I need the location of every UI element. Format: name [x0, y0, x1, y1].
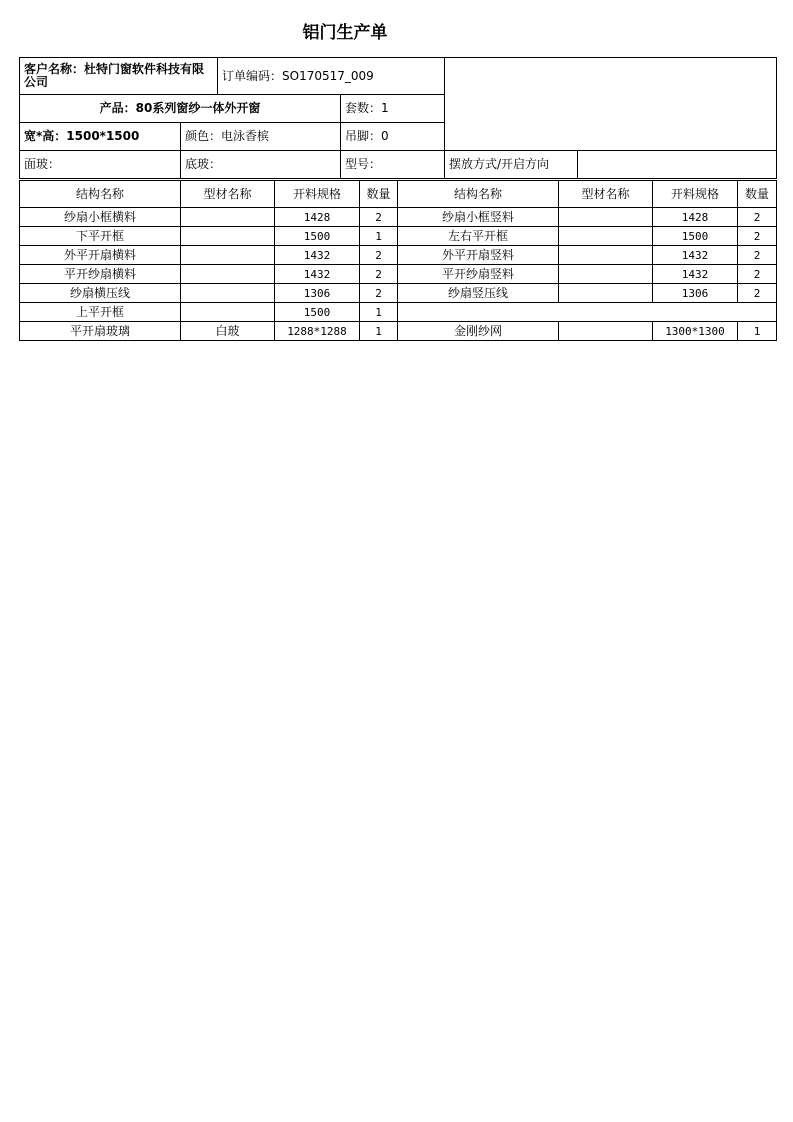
table-cell: 1500 [653, 227, 738, 246]
table-cell: 1300*1300 [653, 322, 738, 341]
table-cell: 1432 [653, 265, 738, 284]
column-header: 开料规格 [275, 181, 360, 208]
table-cell: 1 [360, 227, 398, 246]
column-header: 数量 [738, 181, 777, 208]
table-cell: 2 [360, 208, 398, 227]
table-cell: 1500 [275, 303, 360, 322]
column-header: 型材名称 [181, 181, 275, 208]
column-header: 开料规格 [653, 181, 738, 208]
table-row [20, 227, 777, 246]
column-header: 型材名称 [559, 181, 653, 208]
set-count: 套数：1 [341, 95, 445, 123]
table-cell [559, 322, 653, 341]
column-header: 结构名称 [398, 181, 559, 208]
table-cell: 1 [360, 303, 398, 322]
table-cell: 2 [360, 246, 398, 265]
table-cell: 外平开扇横料 [20, 246, 181, 265]
table-cell [559, 227, 653, 246]
table-cell: 2 [360, 284, 398, 303]
header-blank-area [445, 58, 777, 151]
order-header-table [19, 57, 777, 179]
table-cell: 1432 [275, 246, 360, 265]
model-value: 型号： [341, 151, 445, 179]
table-cell [181, 227, 275, 246]
table-cell: 1428 [653, 208, 738, 227]
table-cell [181, 208, 275, 227]
color-value: 颜色：电泳香槟 [181, 123, 341, 151]
table-cell: 1306 [653, 284, 738, 303]
table-cell: 外平开扇竖料 [398, 246, 559, 265]
window-size: 宽*高：1500*1500 [20, 123, 181, 151]
customer-name: 客户名称：杜特门窗软件科技有限公司 [20, 58, 218, 95]
table-row [20, 303, 777, 322]
table-cell: 1432 [275, 265, 360, 284]
document-title: 铝门生产单 [302, 23, 388, 43]
table-cell [181, 303, 275, 322]
table-cell: 1 [738, 322, 777, 341]
table-cell: 2 [738, 227, 777, 246]
table-cell: 1288*1288 [275, 322, 360, 341]
base-glass: 底玻： [181, 151, 341, 179]
table-cell: 1500 [275, 227, 360, 246]
table-row [20, 246, 777, 265]
table-cell [559, 208, 653, 227]
table-cell: 2 [360, 265, 398, 284]
table-cell: 1432 [653, 246, 738, 265]
table-cell: 平开纱扇横料 [20, 265, 181, 284]
table-cell: 平开扇玻璃 [20, 322, 181, 341]
column-header: 数量 [360, 181, 398, 208]
table-cell: 左右平开框 [398, 227, 559, 246]
table-row [20, 208, 777, 227]
placement-label: 摆放方式/开启方向 [445, 151, 578, 179]
table-cell [559, 265, 653, 284]
column-header: 结构名称 [20, 181, 181, 208]
table-cell: 白玻 [181, 322, 275, 341]
table-cell: 纱扇小框横料 [20, 208, 181, 227]
hanger-value: 吊脚：0 [341, 123, 445, 151]
product-name: 产品：80系列窗纱一体外开窗 [20, 95, 341, 123]
table-cell: 2 [738, 208, 777, 227]
table-cell: 纱扇竖压线 [398, 284, 559, 303]
table-cell: 纱扇横压线 [20, 284, 181, 303]
table-row [20, 284, 777, 303]
material-header-row [20, 181, 777, 208]
table-row [20, 265, 777, 284]
empty-cell [398, 303, 777, 322]
table-cell: 金刚纱网 [398, 322, 559, 341]
table-cell: 1 [360, 322, 398, 341]
face-glass: 面玻： [20, 151, 181, 179]
table-cell: 2 [738, 284, 777, 303]
order-number: 订单编码：SO170517_009 [218, 58, 445, 95]
table-row [20, 322, 777, 341]
table-cell: 平开纱扇竖料 [398, 265, 559, 284]
table-cell: 1428 [275, 208, 360, 227]
table-cell: 上平开框 [20, 303, 181, 322]
material-table [19, 180, 777, 341]
table-cell: 1306 [275, 284, 360, 303]
table-cell [181, 284, 275, 303]
table-cell: 2 [738, 246, 777, 265]
table-cell [181, 265, 275, 284]
table-cell [559, 284, 653, 303]
table-cell: 下平开框 [20, 227, 181, 246]
table-cell: 2 [738, 265, 777, 284]
placement-value [578, 151, 777, 179]
table-cell [559, 246, 653, 265]
table-cell [181, 246, 275, 265]
table-cell: 纱扇小框竖料 [398, 208, 559, 227]
